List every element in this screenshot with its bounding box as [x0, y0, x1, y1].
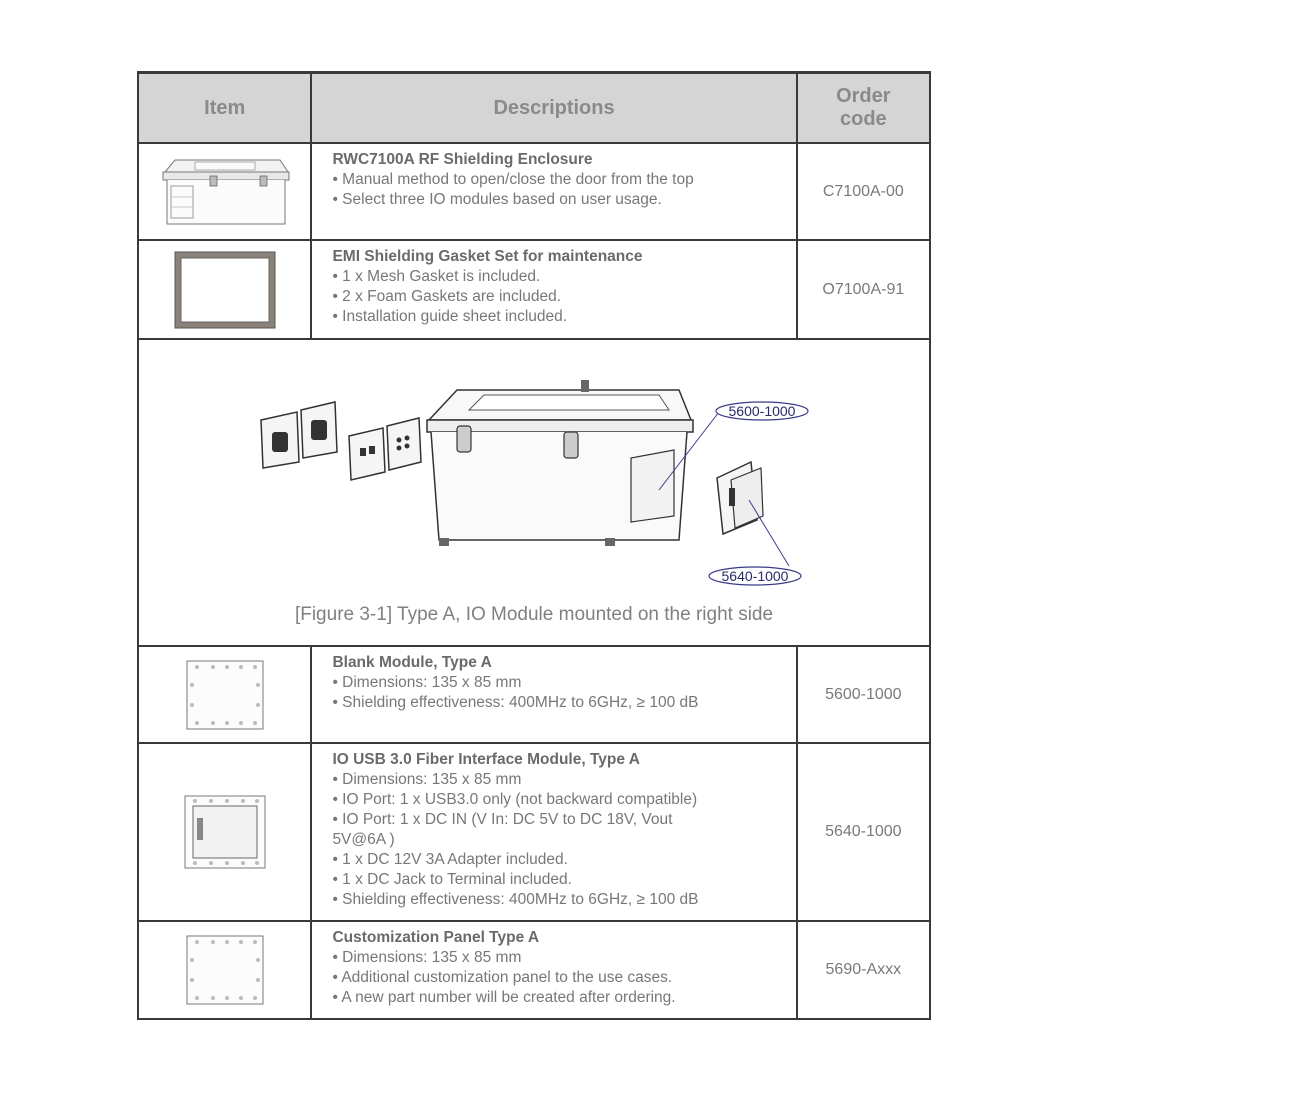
- header-descriptions: Descriptions: [311, 73, 796, 144]
- bullet: • Additional customization panel to the use cases.: [332, 969, 673, 986]
- bullet: • IO Port: 1 x USB3.0 only (not backward compatible): [332, 791, 698, 808]
- order-code: 5690-Axxx: [797, 921, 930, 1019]
- order-code: 5600-1000: [797, 646, 930, 743]
- table-header-row: [138, 73, 930, 144]
- bullet: • Dimensions: 135 x 85 mm: [332, 674, 522, 691]
- connector-panel-pair-icon: [349, 418, 421, 480]
- figure-caption: [Figure 3-1] Type A, IO Module mounted on the right side: [294, 604, 774, 625]
- table-row: [138, 240, 930, 339]
- io-module-icon: [181, 792, 269, 872]
- item-image-cell: [138, 921, 311, 1019]
- order-code: C7100A-00: [797, 143, 930, 240]
- item-title: RWC7100A RF Shielding Enclosure: [332, 151, 593, 168]
- bullet: • Dimensions: 135 x 85 mm: [332, 949, 522, 966]
- io-panel-pair-icon: [261, 402, 337, 468]
- bullet: • Installation guide sheet included.: [332, 308, 568, 325]
- bullet: • Select three IO modules based on user usage.: [332, 191, 662, 208]
- bullet: • IO Port: 1 x DC IN (V In: DC 5V to DC 18V, Vout: [332, 811, 673, 828]
- order-code: O7100A-91: [797, 240, 930, 339]
- figure-row: [138, 339, 930, 646]
- table-row: [138, 743, 930, 921]
- description-cell: [311, 240, 796, 339]
- header-order-code: Order code: [797, 73, 930, 144]
- bullet: • A new part number will be created after ordering.: [332, 989, 676, 1006]
- description-cell: [311, 143, 796, 240]
- table-row: [138, 646, 930, 743]
- bullet: • Manual method to open/close the door from the top: [332, 171, 694, 188]
- item-title: IO USB 3.0 Fiber Interface Module, Type A: [332, 751, 640, 768]
- custom-panel-icon: [183, 932, 267, 1008]
- product-table: [137, 71, 931, 1020]
- enclosure-drawing: [427, 380, 693, 546]
- callout-5640: 5640-1000: [721, 568, 789, 584]
- blank-panel-icon: [183, 657, 267, 733]
- item-image-cell: [138, 743, 311, 921]
- bullet: • 2 x Foam Gaskets are included.: [332, 288, 561, 305]
- item-image-cell: [138, 240, 311, 339]
- callout-5600: 5600-1000: [728, 403, 796, 419]
- table-row: [138, 143, 930, 240]
- item-title: Blank Module, Type A: [332, 654, 492, 671]
- item-image-cell: [138, 143, 311, 240]
- description-cell: [311, 646, 796, 743]
- header-item: Item: [138, 73, 311, 144]
- gasket-icon: [173, 250, 277, 330]
- table-row: [138, 921, 930, 1019]
- order-code: 5640-1000: [797, 743, 930, 921]
- assembly-illustration: [139, 340, 929, 600]
- item-title: EMI Shielding Gasket Set for maintenance: [332, 248, 643, 265]
- bullet: • 1 x DC 12V 3A Adapter included.: [332, 851, 568, 868]
- item-image-cell: [138, 646, 311, 743]
- description-cell: [311, 743, 796, 921]
- bullet: • 1 x Mesh Gasket is included.: [332, 268, 541, 285]
- bullet: • 1 x DC Jack to Terminal included.: [332, 871, 572, 888]
- bullet: 5V@6A ): [332, 831, 395, 848]
- bullet: • Shielding effectiveness: 400MHz to 6GHz, ≥ 100 dB: [332, 891, 699, 908]
- figure-cell: [138, 339, 930, 646]
- io-module-drawing: [717, 462, 763, 534]
- item-title: Customization Panel Type A: [332, 929, 540, 946]
- bullet: • Shielding effectiveness: 400MHz to 6GHz, ≥ 100 dB: [332, 694, 699, 711]
- bullet: • Dimensions: 135 x 85 mm: [332, 771, 522, 788]
- description-cell: [311, 921, 796, 1019]
- enclosure-icon: [155, 152, 295, 232]
